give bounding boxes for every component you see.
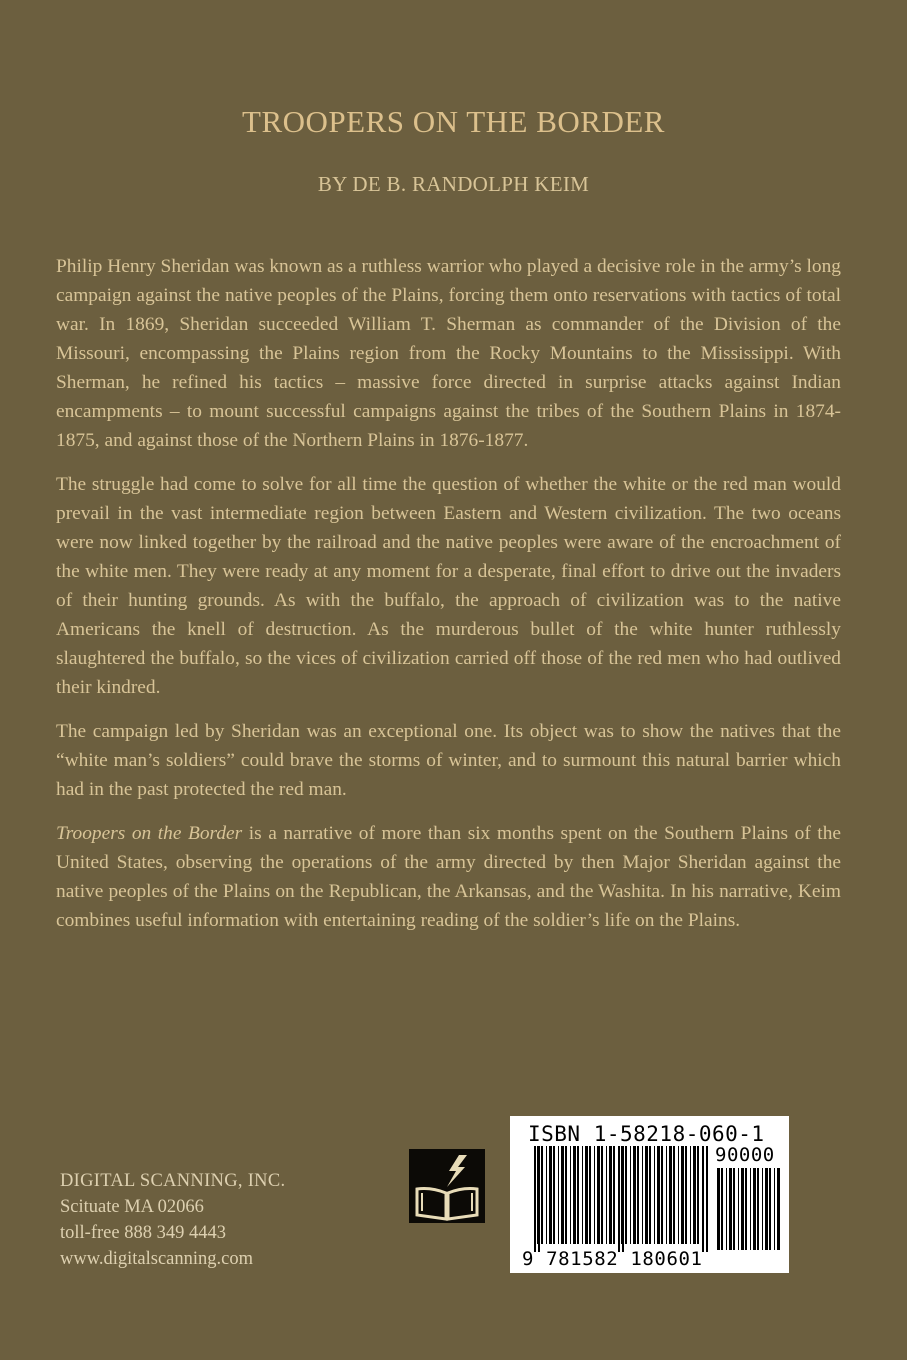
publisher-address: Scituate MA 02066 <box>60 1197 204 1217</box>
book-title: TROOPERS ON THE BORDER <box>242 104 665 139</box>
isbn-label: ISBN 1-58218-060-1 <box>528 1122 765 1146</box>
description-paragraph-2: The struggle had come to solve for all time the question of whether the white or the red man would prevail in the vast intermediate region between Eastern and Western civilization. The two oceans were now linked together by the railroad and the native peoples were aware of the encroachment of the white men. They were ready at any moment for a desperate, final effort to drive out the invaders of their hunting grounds. As with the buffalo, the approach of civilization was to the native Americans the knell of destruction. As the murderous bullet of the white hunter ruthlessly slaughtered the buffalo, so the vices of civilization carried off those of the red men who had outlived their kindred. <box>56 474 841 698</box>
description-paragraph-1: Philip Henry Sheridan was known as a ruthless warrior who played a decisive role in the army’s long campaign against the native peoples of the Plains, forcing them onto reservations with tactics of total war. In 1869, Sheridan succeeded William T. Sherman as commander of the Division of the Missouri, encompassing the Plains region from the Rocky Mountains to the Mississippi. With Sherman, he refined his tactics – massive force directed in surprise attacks against Indian encampments – to mount successful campaigns against the tribes of the Southern Plains in 1874-1875, and against those of the Northern Plains in 1876-1877. <box>56 256 841 451</box>
isbn-barcode <box>510 1116 789 1273</box>
author-line: BY DE B. RANDOLPH KEIM <box>317 172 590 196</box>
open-book-lightning-icon <box>409 1149 485 1223</box>
description <box>56 252 841 950</box>
price-code: 90000 <box>715 1144 775 1166</box>
publisher-info <box>60 1168 285 1272</box>
description-paragraph-4 <box>56 819 841 935</box>
publisher-phone: toll-free 888 349 4443 <box>60 1223 226 1243</box>
description-paragraph-3: The campaign led by Sheridan was an exceptional one. Its object was to show the natives that the “white man’s soldiers” could brave the storms of winter, and to surmount this natural barrier which had in the past protected the red man. <box>56 721 841 800</box>
publisher-name: DIGITAL SCANNING, INC. <box>60 1171 286 1191</box>
ean-digits: 9 781582 180601 <box>522 1248 703 1270</box>
book-title-italic: Troopers on the Border <box>56 823 243 844</box>
description-paragraph-4-text: is a narrative of more than six months spent on the Southern Plains of the United States, observing the operations of the army directed by then Major Sheridan against the native peoples of the Plains on the Republican, the Arkansas, and the Washita. In his narrative, Keim combines useful information with entertaining reading of the soldier’s life on the Plains. <box>56 823 841 931</box>
publisher-website: www.digitalscanning.com <box>60 1249 254 1269</box>
